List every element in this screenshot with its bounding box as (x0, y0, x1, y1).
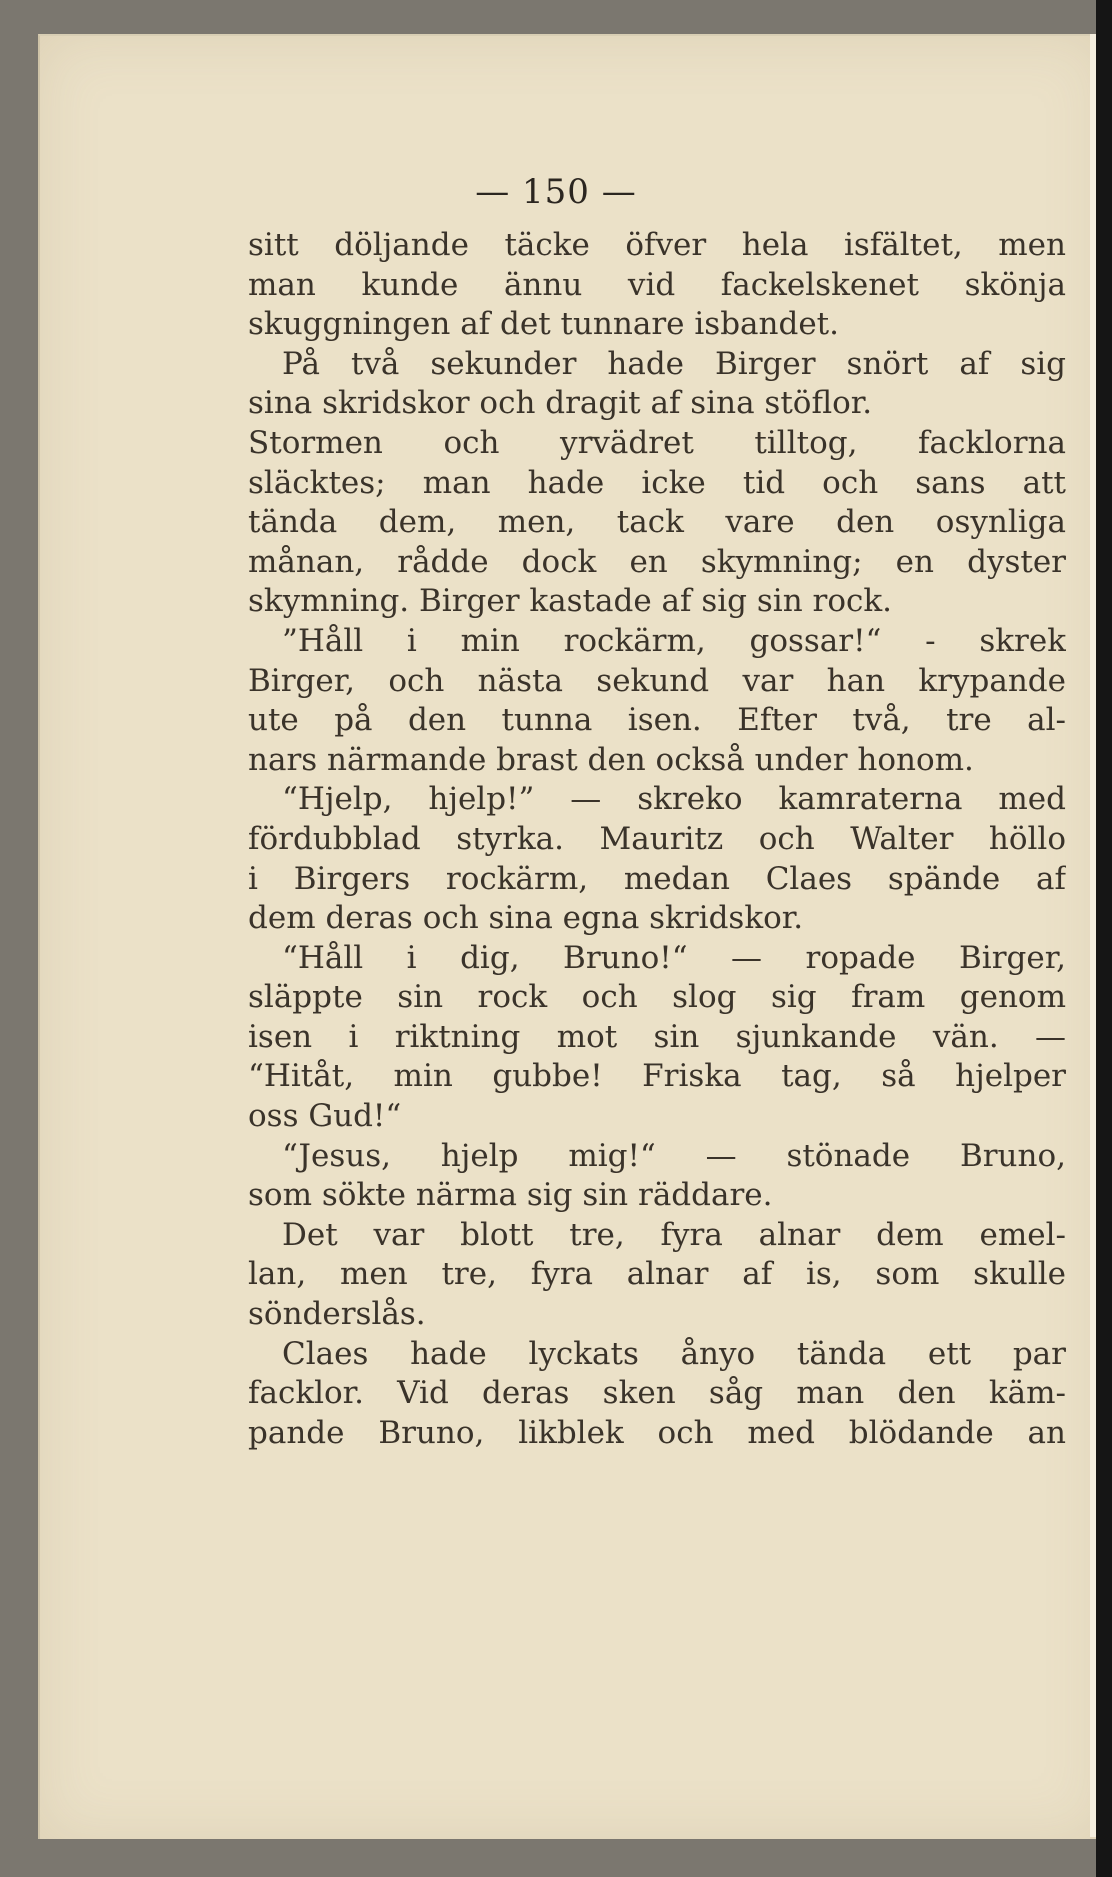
text-line: “Jesus, hjelp mig!“ — stönade Bruno, (282, 1137, 1066, 1174)
text-line: “Håll i dig, Bruno!“ — ropade Birger, (282, 939, 1066, 976)
book-spine (1096, 0, 1112, 1877)
text-line: månan, rådde dock en skymning; en dyster (248, 543, 1066, 580)
text-line: ”Håll i min rockärm, gossar!“ - skrek (282, 622, 1066, 659)
text-line: På två sekunder hade Birger snört af sig (282, 345, 1066, 382)
text-line: sönderslås. (248, 1296, 426, 1333)
text-line: “Hitåt, min gubbe! Friska tag, så hjelper (248, 1058, 1066, 1095)
text-line: släcktes; man hade icke tid och sans att (248, 464, 1066, 501)
text-line: ute på den tunna isen. Efter två, tre al- (248, 702, 1066, 739)
body-text (248, 226, 1066, 1453)
text-line: Stormen och yrvädret tilltog, facklorna (248, 424, 1066, 461)
text-line: lan, men tre, fyra alnar af is, som skulle (248, 1256, 1066, 1293)
text-line: fördubblad styrka. Mauritz och Walter höllo (248, 820, 1066, 857)
text-line: sina skridskor och dragit af sina stöflor. (248, 385, 873, 422)
text-line: facklor. Vid deras sken såg man den käm- (248, 1375, 1066, 1412)
text-line: nars närmande brast den också under honom. (248, 741, 974, 778)
text-line: i Birgers rockärm, medan Claes spände af (248, 860, 1066, 897)
text-line: pande Bruno, likblek och med blödande an (248, 1414, 1066, 1451)
text-line: tända dem, men, tack vare den osynliga (248, 504, 1066, 541)
text-line: Birger, och nästa sekund var han krypande (248, 662, 1066, 699)
text-line: dem deras och sina egna skridskor. (248, 900, 804, 937)
text-line: skymning. Birger kastade af sig sin rock. (248, 583, 892, 620)
page-number: — 150 — (475, 172, 637, 212)
text-line: Det var blott tre, fyra alnar dem emel- (282, 1216, 1066, 1253)
text-line: man kunde ännu vid fackelskenet skönja (248, 266, 1066, 303)
text-line: skuggningen af det tunnare isbandet. (248, 306, 839, 343)
text-line: släppte sin rock och slog sig fram genom (248, 979, 1066, 1016)
text-line: oss Gud!“ (248, 1098, 402, 1135)
text-line: isen i riktning mot sin sjunkande vän. — (248, 1018, 1066, 1055)
text-line: sitt döljande täcke öfver hela isfältet, men (248, 227, 1066, 263)
text-line: Claes hade lyckats ånyo tända ett par (282, 1335, 1066, 1372)
text-line: “Hjelp, hjelp!” — skreko kamraterna med (282, 781, 1066, 818)
text-line: som sökte närma sig sin räddare. (248, 1177, 773, 1214)
